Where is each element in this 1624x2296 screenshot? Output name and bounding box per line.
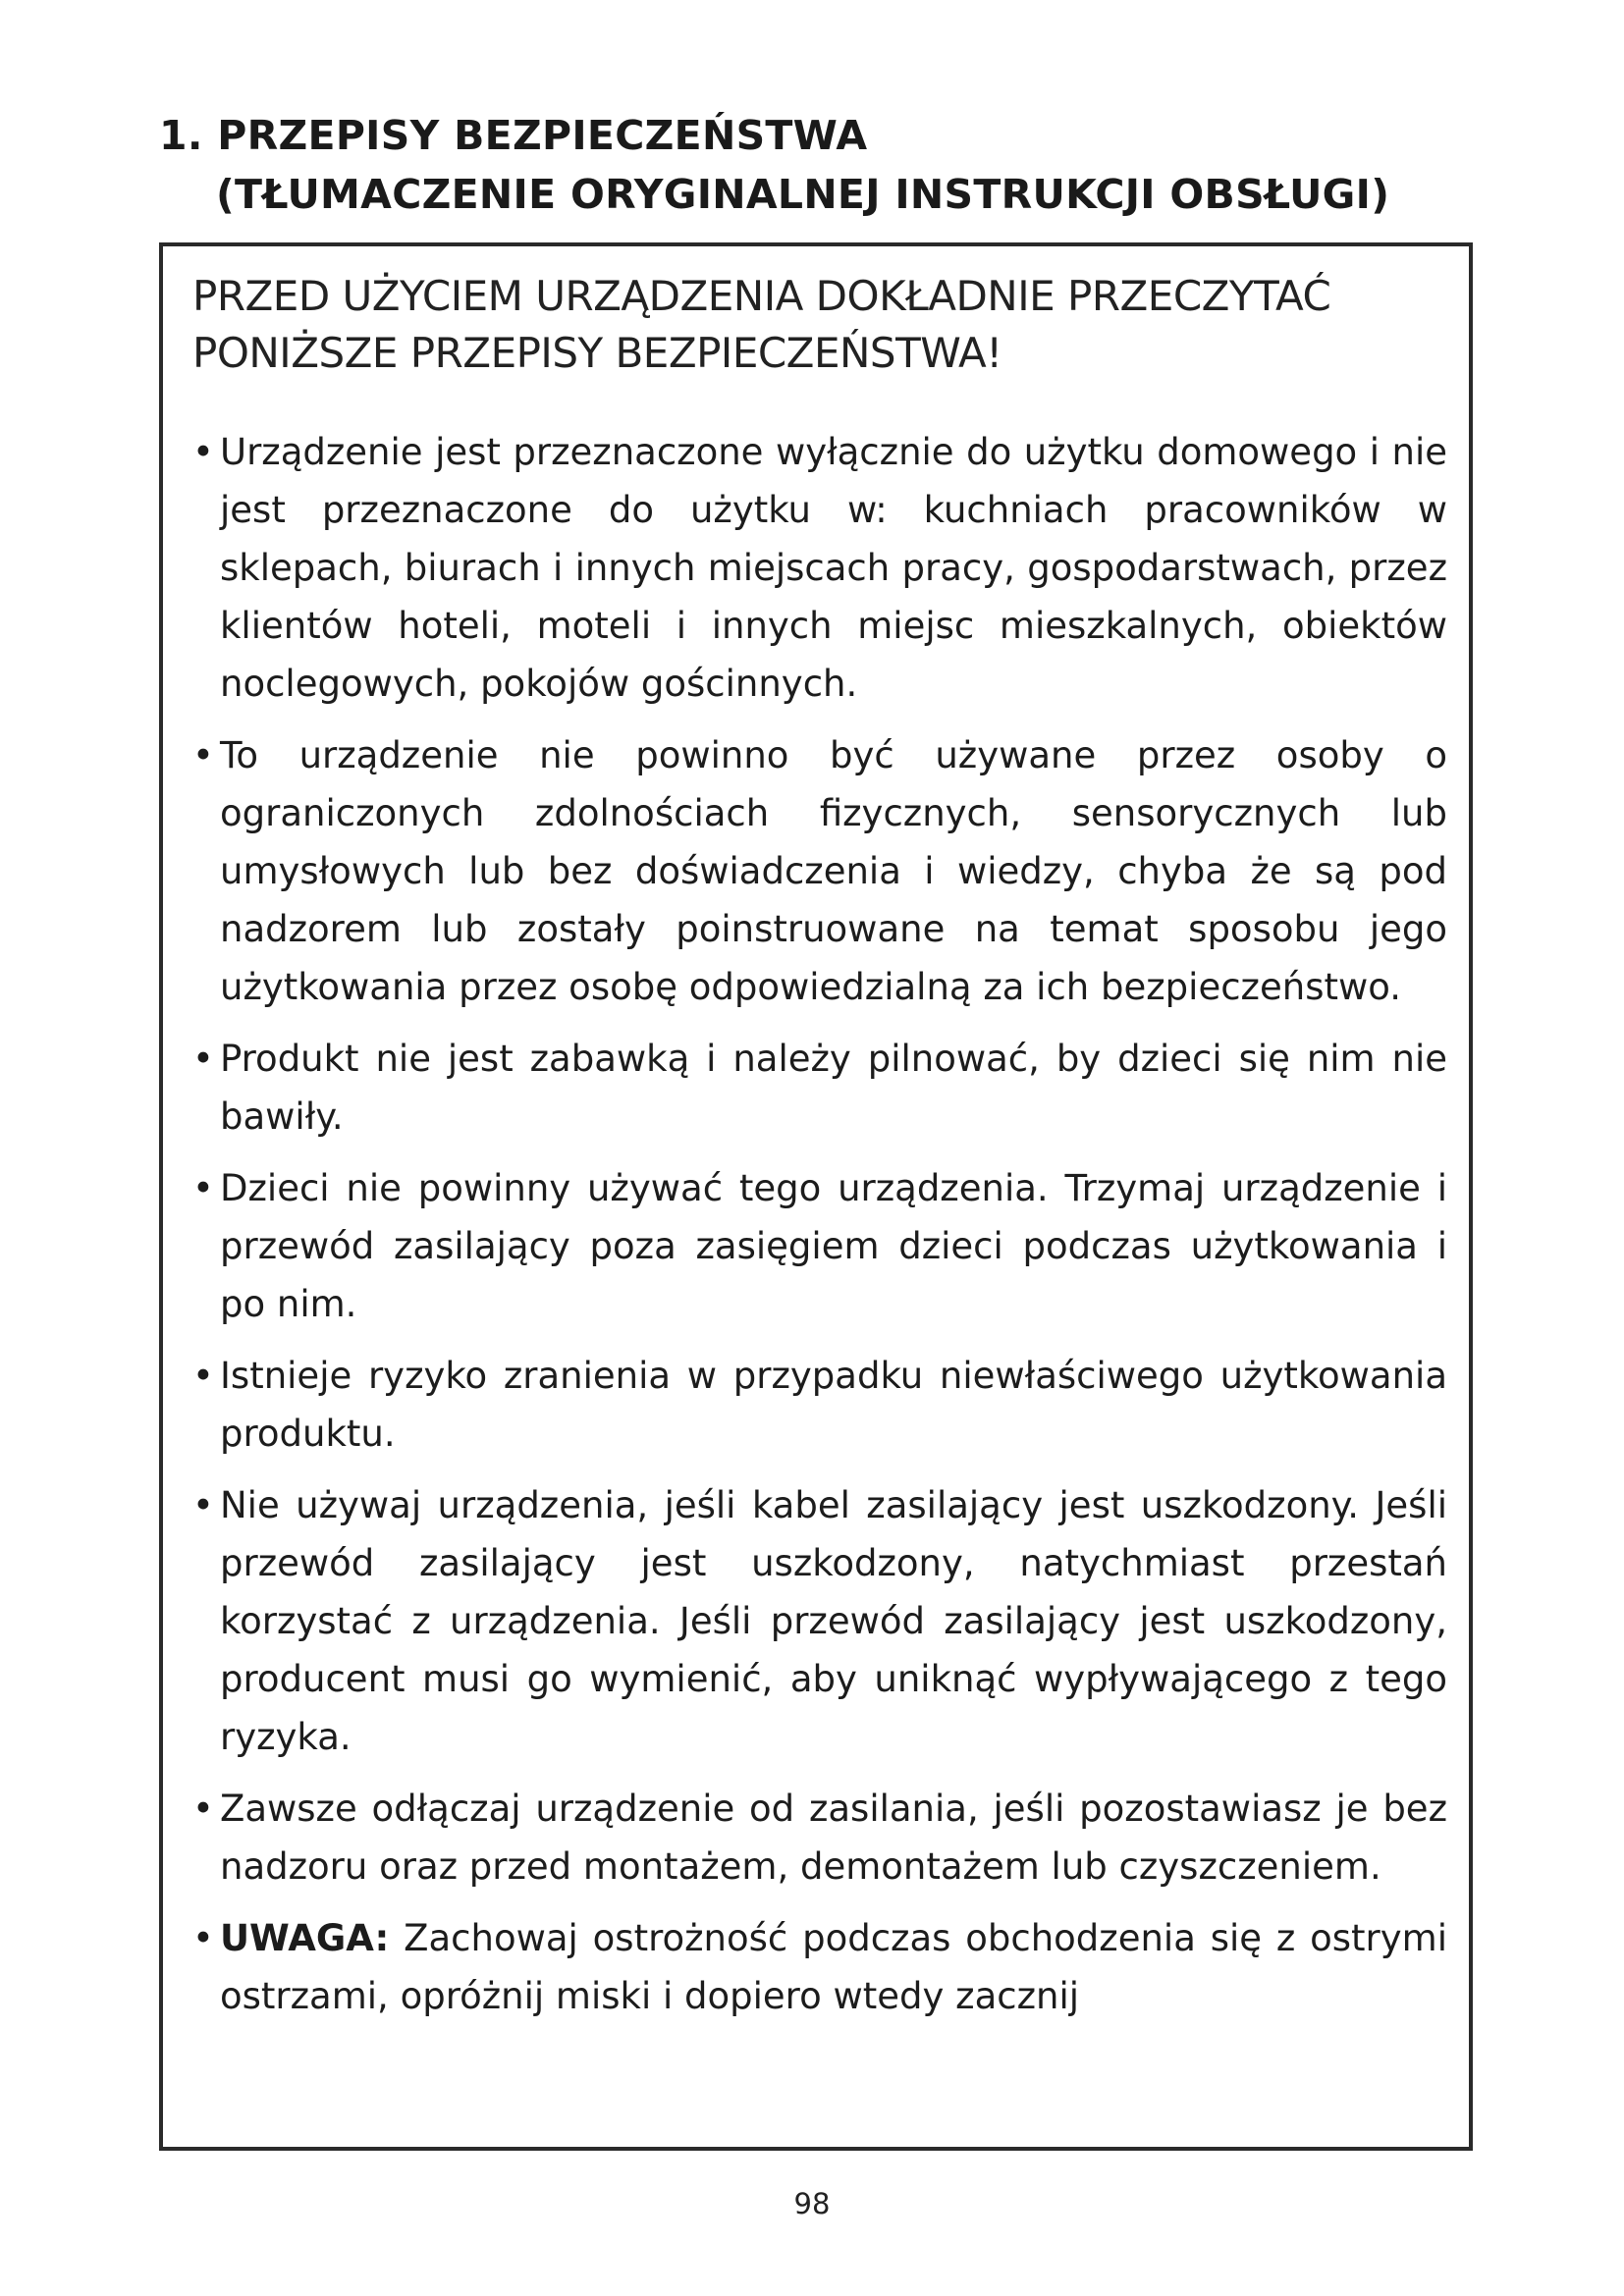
list-item xyxy=(192,1159,1447,1333)
page-number: 98 xyxy=(793,2187,831,2220)
rule-text: Nie używaj urządzenia, jeśli kabel zasilający jest uszkodzony. Jeśli przewód zasilający jest uszkodzony, natychmiast przestań korzystać z urządzenia. Jeśli przewód zasilający jest uszkodzony, producent musi go wymienić, aby uniknąć wypływającego z tego ryzyka. xyxy=(220,1484,1447,1758)
warning-item xyxy=(192,1909,1447,2025)
box-title: PRZED UŻYCIEM URZĄDZENIA DOKŁADNIE PRZECZYTAĆ PONIŻSZE PRZEPISY BEZPIECZEŃSTWA! xyxy=(192,272,1331,377)
bullet-icon: • xyxy=(192,431,214,473)
list-item xyxy=(192,423,1447,713)
warning-label: UWAGA: xyxy=(220,1917,390,1959)
rules-list xyxy=(192,423,1447,2039)
rule-text: Zawsze odłączaj urządzenie od zasilania, jeśli pozostawiasz je bez nadzoru oraz przed montażem, demontażem lub czyszczeniem. xyxy=(220,1788,1447,1888)
rule-text: To urządzenie nie powinno być używane przez osoby o ograniczonych zdolnościach fizycznych, sensorycznych lub umysłowych lub bez doświadczenia i wiedzy, chyba że są pod nadzorem lub zostały poinstruowane na temat sposobu jego użytkowania przez osobę odpowiedzialną za ich bezpieczeństwo. xyxy=(220,734,1447,1008)
rule-text: Produkt nie jest zabawką i należy pilnować, by dzieci się nim nie bawiły. xyxy=(220,1038,1447,1138)
bullet-icon: • xyxy=(192,1167,214,1209)
list-item xyxy=(192,1030,1447,1146)
rule-text: Urządzenie jest przeznaczone wyłącznie do użytku domowego i nie jest przeznaczone do użytku w: kuchniach pracowników w sklepach, biurach i innych miejscach pracy, gospodarstwach, przez klientów hoteli, moteli i innych miejsc mieszkalnych, obiektów noclegowych, pokojów gościnnych. xyxy=(220,431,1447,705)
list-item xyxy=(192,1347,1447,1463)
bullet-icon: • xyxy=(192,1355,214,1397)
list-item xyxy=(192,726,1447,1016)
bullet-icon: • xyxy=(192,734,214,776)
section-heading xyxy=(159,106,1389,224)
list-item xyxy=(192,1780,1447,1896)
bullet-icon: • xyxy=(192,1788,214,1830)
list-item xyxy=(192,1476,1447,1766)
bullet-icon: • xyxy=(192,1038,214,1080)
section-subtitle: (TŁUMACZENIE ORYGINALNEJ INSTRUKCJI OBSŁUGI) xyxy=(216,171,1390,218)
section-title: 1. PRZEPISY BEZPIECZEŃSTWA xyxy=(159,112,868,159)
warning-text: Zachowaj ostrożność podczas obchodzenia się z ostrymi ostrzami, opróżnij miski i dopiero wtedy zacznij xyxy=(220,1917,1447,2017)
bullet-icon: • xyxy=(192,1917,214,1959)
rule-text: Istnieje ryzyko zranienia w przypadku niewłaściwego użytkowania produktu. xyxy=(220,1355,1447,1455)
rule-text: Dzieci nie powinny używać tego urządzenia. Trzymaj urządzenie i przewód zasilający poza zasięgiem dzieci podczas użytkowania i po nim. xyxy=(220,1167,1447,1325)
safety-box xyxy=(159,242,1473,2151)
bullet-icon: • xyxy=(192,1484,214,1526)
